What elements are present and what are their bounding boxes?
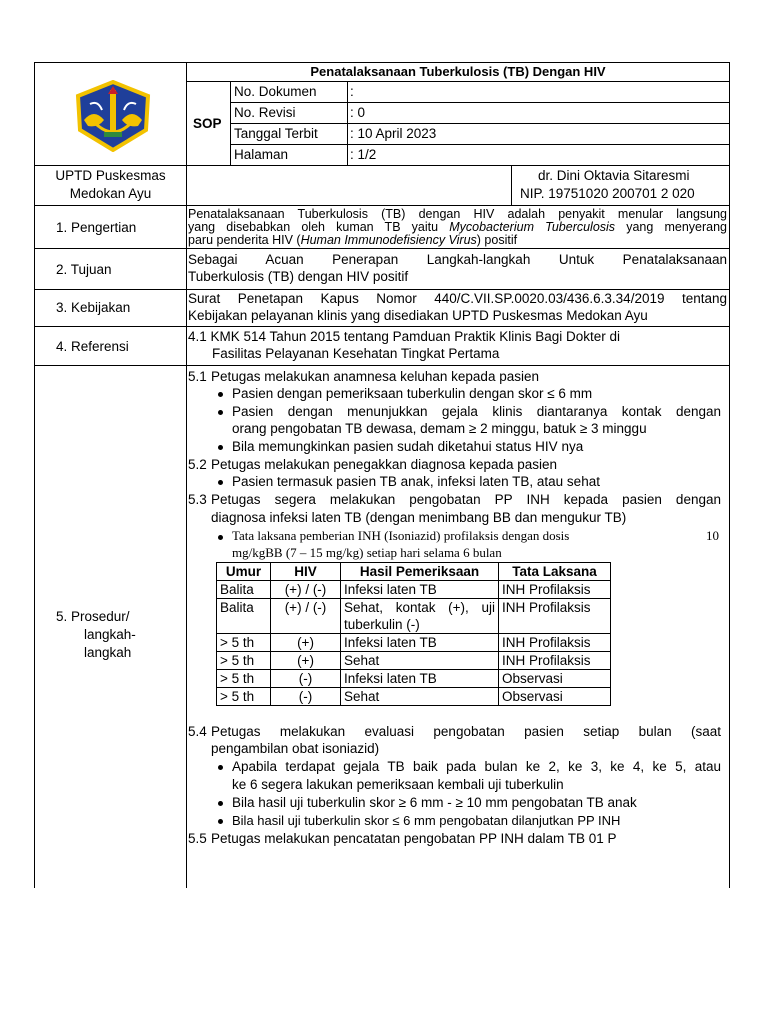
surabaya-emblem-logo bbox=[74, 80, 152, 152]
step-5-3-bullet-1a: Tata laksana pemberian INH (Isoniazid) profilaksis dengan dosis bbox=[232, 528, 570, 543]
table-row bbox=[217, 652, 611, 670]
table-cell: Balita bbox=[217, 599, 271, 634]
bullet bbox=[218, 801, 223, 806]
page-value: : 1/2 bbox=[350, 147, 377, 162]
table-row bbox=[217, 599, 611, 634]
table-cell: (+) bbox=[271, 652, 341, 670]
pengertian-line3: paru penderita HIV (Human Immunodefisiency Virus) positif bbox=[188, 233, 518, 247]
signer-nip: NIP. 19751020 200701 2 020 bbox=[520, 186, 695, 201]
section-label-kebijakan: 3. Kebijakan bbox=[56, 300, 131, 315]
table-header-hasil: Hasil Pemeriksaan bbox=[341, 563, 499, 581]
table-cell: (+) bbox=[271, 634, 341, 652]
step-5-4-bullet-1a: Apabila terdapat gejala TB baik pada bulan ke 2, ke 3, ke 4, ke 5, atau bbox=[232, 759, 721, 774]
table-cell: > 5 th bbox=[217, 670, 271, 688]
step-number-5-4: 5.4 bbox=[188, 724, 207, 739]
section-label-prosedur-2: langkah- bbox=[84, 627, 136, 642]
inh-prophylaxis-table bbox=[216, 562, 611, 706]
referensi-line2: Fasilitas Pelayanan Kesehatan Tingkat Pertama bbox=[212, 346, 500, 361]
bullet bbox=[218, 480, 223, 485]
step-5-4-bullet-3: Bila hasil uji tuberkulin skor ≤ 6 mm pengobatan dilanjutkan PP INH bbox=[232, 813, 621, 828]
kebijakan-line1: Surat Penetapan Kapus Nomor 440/C.VII.SP.0020.03/436.6.3.34/2019 tentang bbox=[188, 291, 727, 306]
step-5-4-line2: pengambilan obat isoniazid) bbox=[211, 741, 380, 756]
step-number-5-5: 5.5 bbox=[188, 831, 207, 846]
table-cell: (+) / (-) bbox=[271, 581, 341, 599]
bullet bbox=[218, 410, 223, 415]
step-5-2-text: Petugas melakukan penegakkan diagnosa kepada pasien bbox=[211, 457, 558, 472]
revision-label: No. Revisi bbox=[234, 105, 296, 120]
table-header-tata-laksana: Tata Laksana bbox=[499, 563, 611, 581]
section-label-tujuan: 2. Tujuan bbox=[56, 262, 112, 277]
table-cell: Sehat bbox=[341, 652, 499, 670]
bullet bbox=[218, 445, 223, 450]
table-cell: Observasi bbox=[499, 688, 611, 706]
table-row bbox=[217, 634, 611, 652]
bullet bbox=[218, 535, 223, 540]
table-row bbox=[217, 581, 611, 599]
table-cell: INH Profilaksis bbox=[499, 634, 611, 652]
pengertian-line1: Penatalaksanaan Tuberkulosis (TB) dengan HIV adalah penyakit menular langsung bbox=[188, 207, 727, 221]
doc-number-label: No. Dokumen bbox=[234, 84, 317, 99]
step-5-1-bullet-2b: orang pengobatan TB dewasa, demam ≥ 2 minggu, batuk ≥ 3 minggu bbox=[232, 421, 647, 436]
step-5-4-bullet-2: Bila hasil uji tuberkulin skor ≥ 6 mm - ≥ 10 mm pengobatan TB anak bbox=[232, 795, 637, 810]
step-number-5-1: 5.1 bbox=[188, 369, 207, 384]
pengertian-line2: yang disebabkan oleh kuman TB yaitu Mycobacterium Tuberculosis yang menyerang bbox=[188, 220, 727, 234]
table-cell: > 5 th bbox=[217, 652, 271, 670]
step-5-1-bullet-1: Pasien dengan pemeriksaan tuberkulin dengan skor ≤ 6 mm bbox=[232, 386, 593, 401]
table-cell: (-) bbox=[271, 670, 341, 688]
section-label-pengertian: 1. Pengertian bbox=[56, 220, 137, 235]
bullet bbox=[218, 392, 223, 397]
table-cell: Infeksi laten TB bbox=[341, 581, 499, 599]
step-5-1-bullet-2a: Pasien dengan menunjukkan gejala klinis diantaranya kontak dengan bbox=[232, 404, 721, 419]
bullet bbox=[218, 765, 223, 770]
step-5-5-text: Petugas melakukan pencatatan pengobatan PP INH dalam TB 01 P bbox=[211, 831, 617, 846]
org-name-line1: UPTD Puskesmas bbox=[55, 168, 166, 183]
step-5-4-line1: Petugas melakukan evaluasi pengobatan pasien setiap bulan (saat bbox=[211, 724, 721, 739]
table-cell: Infeksi laten TB bbox=[341, 670, 499, 688]
table-header-umur: Umur bbox=[217, 563, 271, 581]
step-number-5-3: 5.3 bbox=[188, 492, 207, 507]
step-5-3-line1: Petugas segera melakukan pengobatan PP INH kepada pasien dengan bbox=[211, 492, 721, 507]
table-cell: INH Profilaksis bbox=[499, 599, 611, 634]
table-cell: > 5 th bbox=[217, 634, 271, 652]
table-cell: Sehat, kontak (+), uji tuberkulin (-) bbox=[341, 599, 499, 634]
step-5-2-bullet-1: Pasien termasuk pasien TB anak, infeksi laten TB, atau sehat bbox=[232, 474, 600, 489]
org-name-line2: Medokan Ayu bbox=[69, 186, 152, 201]
issue-date-label: Tanggal Terbit bbox=[234, 126, 318, 141]
tujuan-line2: Tuberkulosis (TB) dengan HIV positif bbox=[188, 269, 409, 284]
revision-value: : 0 bbox=[350, 105, 366, 120]
step-5-3-line2: diagnosa infeksi laten TB (dengan menimbang BB dan mengukur TB) bbox=[211, 510, 627, 525]
step-5-1-bullet-3: Bila memungkinkan pasien sudah diketahui status HIV nya bbox=[232, 439, 584, 454]
page-label: Halaman bbox=[234, 147, 289, 162]
kebijakan-line2: Kebijakan pelayanan klinis yang disediakan UPTD Puskesmas Medokan Ayu bbox=[188, 308, 648, 323]
step-5-3-bullet-1-number: 10 bbox=[706, 528, 719, 543]
table-row bbox=[217, 688, 611, 706]
table-cell: INH Profilaksis bbox=[499, 652, 611, 670]
step-5-4-bullet-1b: ke 6 segera lakukan pemeriksaan kembali uji tuberkulin bbox=[232, 777, 564, 792]
table-row bbox=[217, 670, 611, 688]
step-number-5-2: 5.2 bbox=[188, 457, 207, 472]
signer-name: dr. Dini Oktavia Sitaresmi bbox=[538, 168, 690, 183]
tujuan-line1: Sebagai Acuan Penerapan Langkah-langkah Untuk Penatalaksanaan bbox=[188, 252, 727, 267]
table-cell: (-) bbox=[271, 688, 341, 706]
sop-label: SOP bbox=[193, 116, 222, 131]
table-cell: INH Profilaksis bbox=[499, 581, 611, 599]
step-5-3-bullet-1b: mg/kgBB (7 – 15 mg/kg) setiap hari selama 6 bulan bbox=[232, 545, 502, 560]
bullet bbox=[218, 819, 223, 824]
doc-number-value: : bbox=[350, 84, 354, 99]
step-5-1-text: Petugas melakukan anamnesa keluhan kepada pasien bbox=[211, 369, 539, 384]
table-cell: Balita bbox=[217, 581, 271, 599]
table-cell: Observasi bbox=[499, 670, 611, 688]
section-label-prosedur-3: langkah bbox=[84, 645, 132, 660]
document-title: Penatalaksanaan Tuberkulosis (TB) Dengan HIV bbox=[310, 64, 606, 79]
table-cell: (+) / (-) bbox=[271, 599, 341, 634]
section-label-prosedur-1: 5. Prosedur/ bbox=[56, 609, 130, 624]
issue-date-value: : 10 April 2023 bbox=[350, 126, 437, 141]
table-cell: > 5 th bbox=[217, 688, 271, 706]
section-label-referensi: 4. Referensi bbox=[56, 339, 129, 354]
referensi-line1: 4.1 KMK 514 Tahun 2015 tentang Pamduan Praktik Klinis Bagi Dokter di bbox=[188, 329, 621, 344]
table-header-hiv: HIV bbox=[271, 563, 341, 581]
table-cell: Sehat bbox=[341, 688, 499, 706]
table-header-row bbox=[217, 563, 611, 581]
table-cell: Infeksi laten TB bbox=[341, 634, 499, 652]
